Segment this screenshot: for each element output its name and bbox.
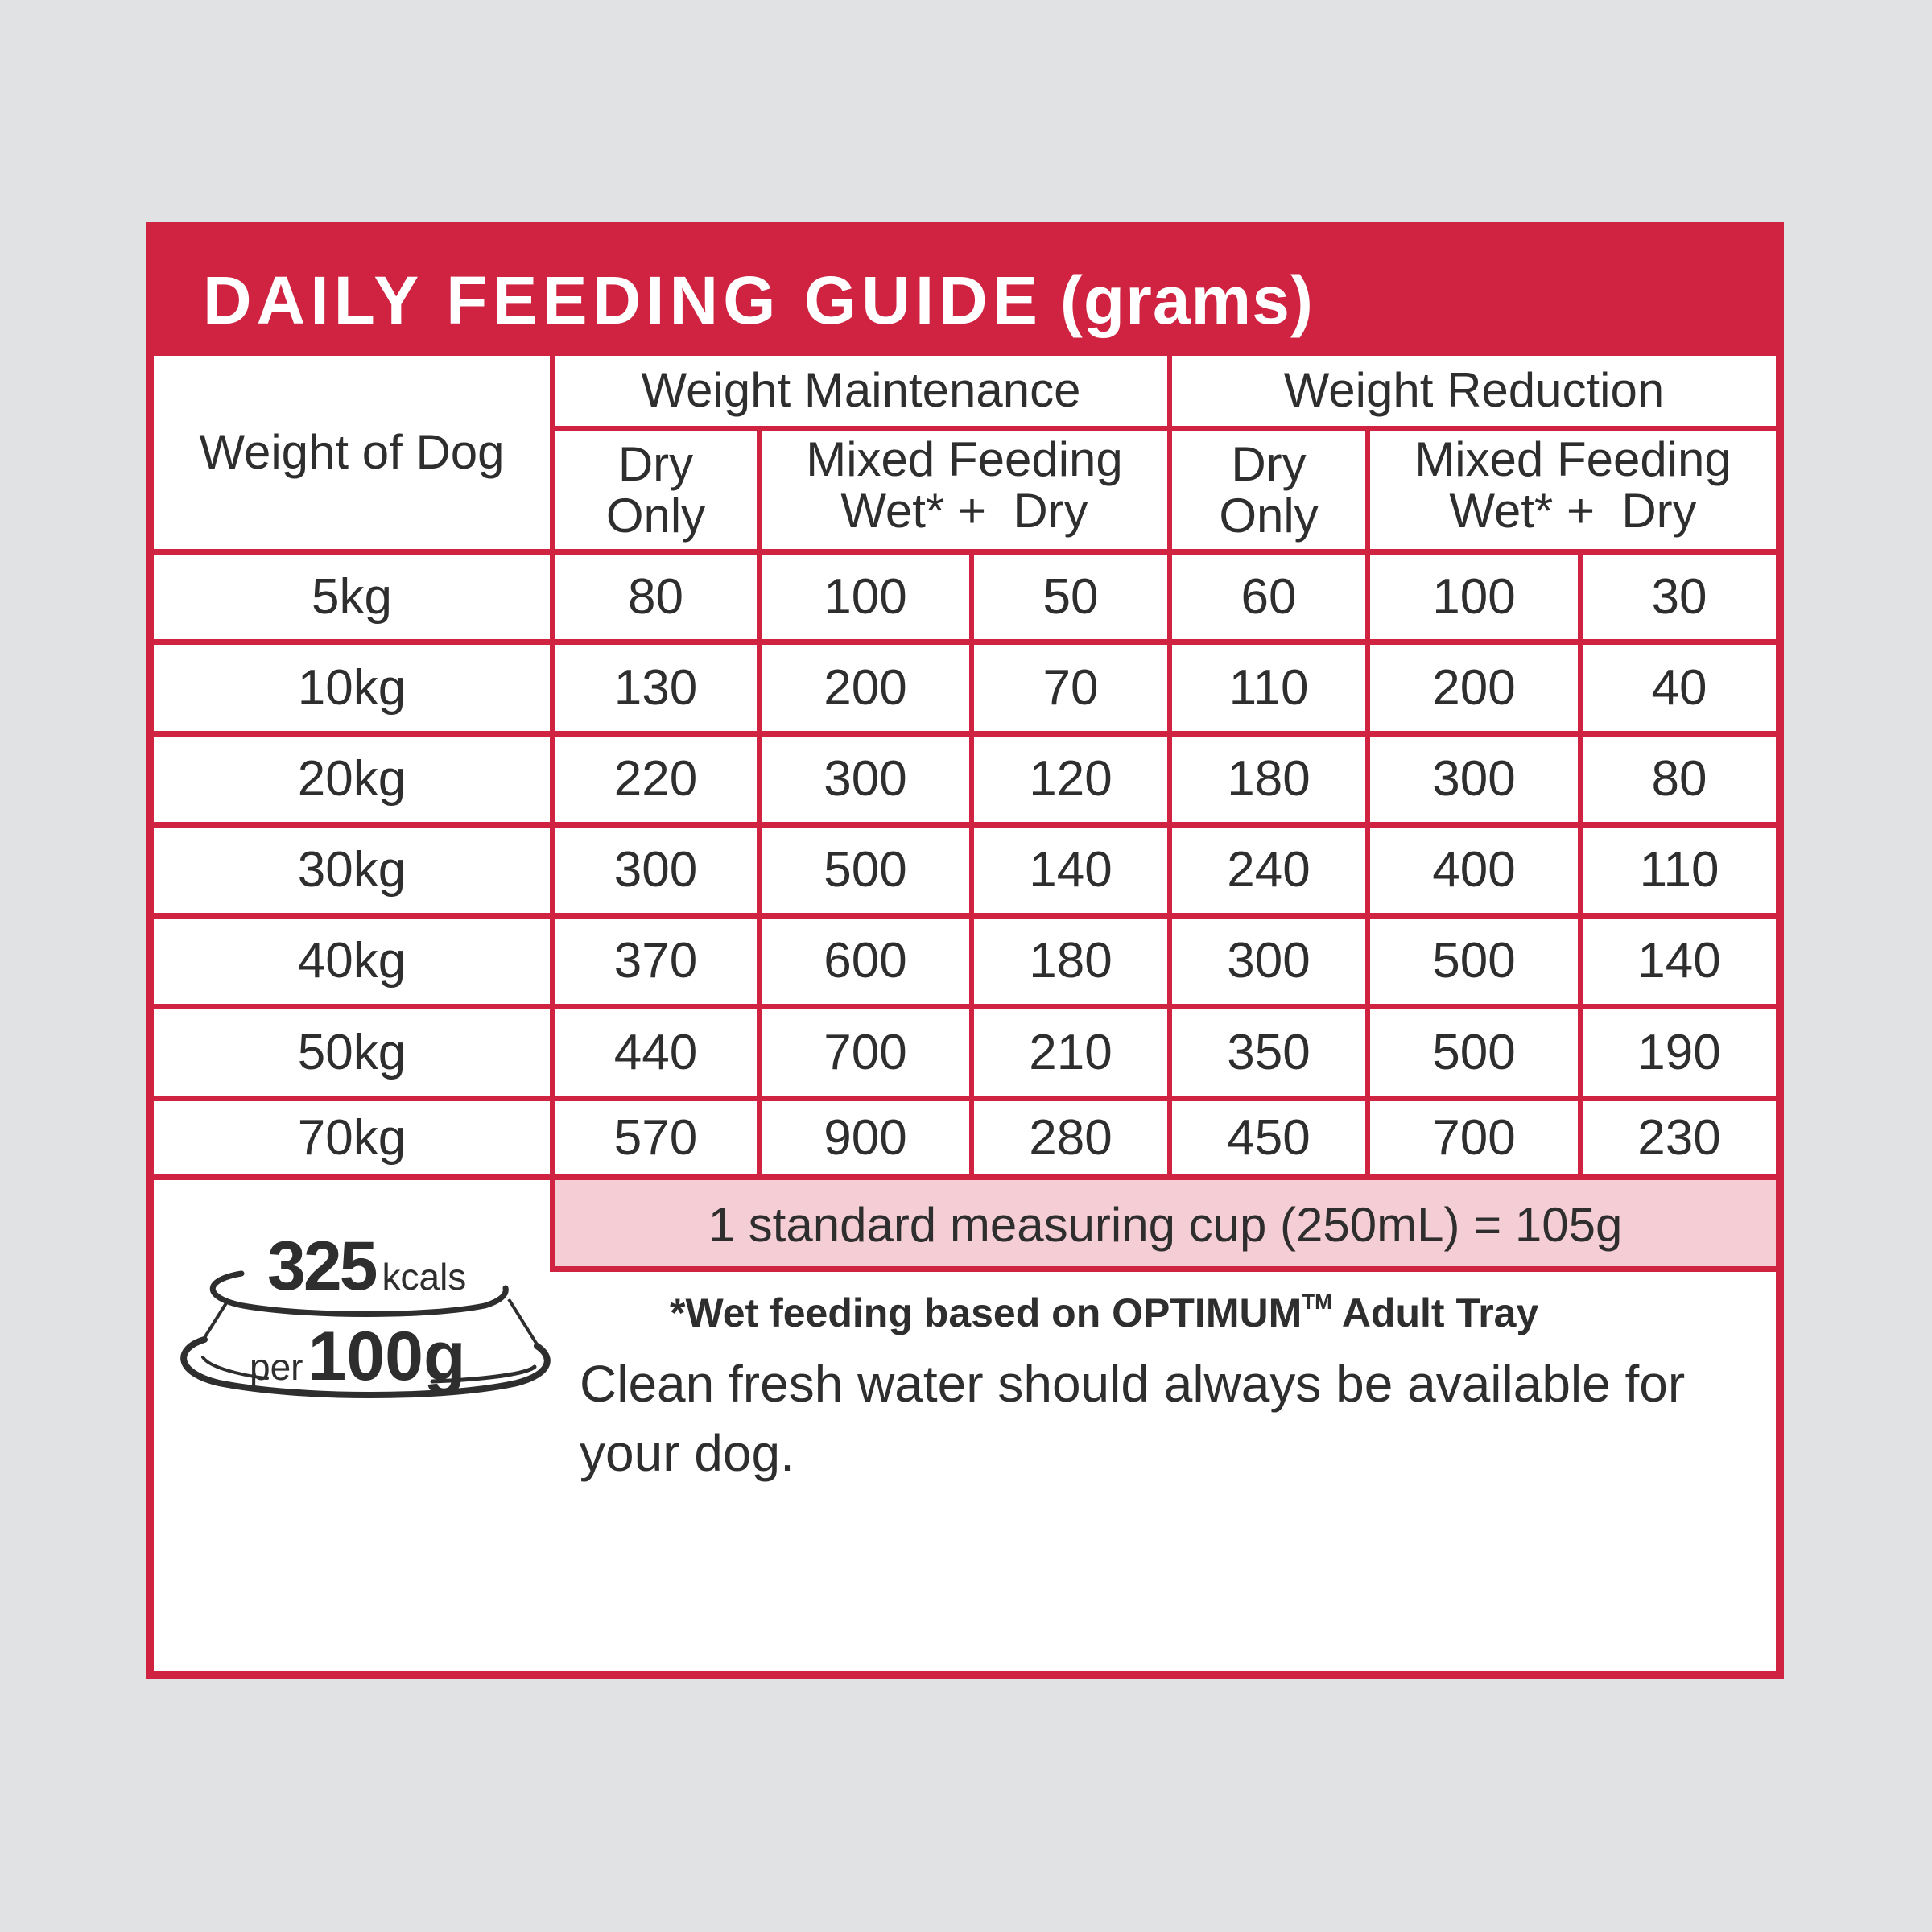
amount-cell xyxy=(1172,555,1365,639)
grid-line xyxy=(154,822,1776,828)
amount-cell xyxy=(762,1101,969,1174)
group-label: Weight Reduction xyxy=(1283,363,1665,417)
amount-cell xyxy=(1172,737,1365,822)
amount-value: 300 xyxy=(613,842,698,898)
amount-value: 700 xyxy=(1432,1109,1516,1166)
amount-cell xyxy=(1370,828,1578,913)
amount-value: 190 xyxy=(1637,1024,1721,1080)
amount-value: 140 xyxy=(1029,842,1113,898)
amount-cell xyxy=(1583,555,1776,639)
water-note: Clean fresh water should always be available for your dog. xyxy=(580,1355,1686,1482)
amount-cell xyxy=(1370,645,1578,731)
amount-cell xyxy=(555,1009,757,1096)
amount-cell xyxy=(555,1101,757,1174)
weight-value: 10kg xyxy=(297,659,407,716)
amount-cell xyxy=(1370,737,1578,822)
amount-value: 600 xyxy=(824,933,907,989)
amount-value: 110 xyxy=(1228,659,1309,716)
amount-value: 140 xyxy=(1637,933,1721,989)
subheader-maintenance-mixed xyxy=(762,427,1167,544)
amount-cell xyxy=(762,919,969,1004)
amount-cell xyxy=(1172,645,1365,731)
amount-cell xyxy=(974,1009,1167,1096)
group-label: Weight Maintenance xyxy=(641,363,1081,417)
amount-cell xyxy=(1583,645,1776,731)
amount-value: 500 xyxy=(1432,933,1516,989)
weight-cell xyxy=(154,1101,550,1174)
grid-line xyxy=(154,1096,1776,1101)
amount-cell xyxy=(1370,555,1578,639)
subheader-line: Wet* + Dry xyxy=(1449,484,1697,538)
per-label: per xyxy=(250,1346,303,1388)
subheader-line: Wet* + Dry xyxy=(840,484,1088,538)
grid-line xyxy=(154,913,1776,919)
energy-per-amount xyxy=(250,1318,466,1395)
amount-value: 100 xyxy=(1432,568,1516,625)
amount-value: 240 xyxy=(1227,842,1311,898)
per-amount: 100g xyxy=(308,1318,466,1395)
amount-cell xyxy=(974,1101,1167,1174)
weight-value: 30kg xyxy=(297,842,407,898)
amount-cell xyxy=(974,555,1167,639)
subheader-line: Mixed Feeding xyxy=(1414,432,1732,486)
subheader-maintenance-dry-only xyxy=(555,431,757,549)
weight-cell xyxy=(154,828,550,913)
amount-value: 100 xyxy=(824,568,907,625)
header-group-reduction xyxy=(1172,355,1776,426)
amount-value: 80 xyxy=(1651,751,1707,807)
amount-value: 130 xyxy=(613,659,698,716)
amount-cell xyxy=(1370,1009,1578,1096)
amount-cell xyxy=(974,919,1167,1004)
amount-value: 200 xyxy=(824,659,907,716)
amount-value: 350 xyxy=(1227,1024,1311,1080)
amount-cell xyxy=(1370,1101,1578,1174)
weight-value: 50kg xyxy=(297,1024,407,1080)
amount-value: 120 xyxy=(1029,751,1113,807)
amount-value: 70 xyxy=(1042,659,1099,716)
amount-cell xyxy=(762,645,969,731)
wet-feeding-footnote xyxy=(670,1290,1538,1336)
amount-cell xyxy=(1583,1101,1776,1174)
amount-cell xyxy=(1370,919,1578,1004)
weight-cell xyxy=(154,919,550,1004)
amount-cell xyxy=(974,737,1167,822)
amount-cell xyxy=(1172,919,1365,1004)
grid-line xyxy=(154,1004,1776,1009)
amount-cell xyxy=(1172,1009,1365,1096)
header-group-maintenance xyxy=(555,355,1167,426)
weight-cell xyxy=(154,555,550,639)
amount-value: 220 xyxy=(613,751,698,807)
amount-cell xyxy=(762,737,969,822)
amount-cell xyxy=(555,555,757,639)
amount-value: 370 xyxy=(613,933,698,989)
trademark-symbol: TM xyxy=(1302,1290,1332,1314)
amount-cell xyxy=(1172,1101,1365,1174)
subheader-line: Dry xyxy=(617,437,694,491)
grid-line xyxy=(550,1266,1776,1272)
subheader-line: Dry xyxy=(1231,437,1307,491)
amount-cell xyxy=(555,737,757,822)
amount-value: 500 xyxy=(824,842,907,898)
amount-value: 200 xyxy=(1432,659,1516,716)
kcal-unit: kcals xyxy=(382,1256,467,1298)
amount-value: 700 xyxy=(824,1024,907,1080)
measuring-cup-band xyxy=(555,1180,1776,1269)
title-unit: (grams) xyxy=(1059,262,1314,338)
subheader-line: Only xyxy=(1219,489,1319,543)
measuring-cup-text: 1 standard measuring cup (250mL) = 105g xyxy=(708,1197,1623,1252)
weight-cell xyxy=(154,737,550,822)
grid-line xyxy=(154,731,1776,737)
grid-line xyxy=(154,1174,1776,1180)
title-main: DAILY FEEDING GUIDE xyxy=(203,262,1042,338)
subheader-line: Mixed Feeding xyxy=(806,432,1123,486)
footnote-text: *Wet feeding based on OPTIMUM xyxy=(670,1290,1302,1335)
amount-value: 300 xyxy=(1227,933,1311,989)
amount-value: 570 xyxy=(613,1109,698,1166)
amount-value: 300 xyxy=(824,751,907,807)
amount-cell xyxy=(1583,737,1776,822)
amount-cell xyxy=(974,828,1167,913)
amount-cell xyxy=(1583,828,1776,913)
amount-value: 450 xyxy=(1227,1109,1311,1166)
page-title xyxy=(203,256,1314,345)
amount-value: 80 xyxy=(628,568,683,625)
grid-line xyxy=(154,639,1776,645)
weight-cell xyxy=(154,1009,550,1096)
weight-value: 70kg xyxy=(297,1109,407,1166)
grid-line xyxy=(154,549,1776,555)
amount-value: 180 xyxy=(1227,751,1311,807)
amount-value: 110 xyxy=(1639,842,1719,898)
amount-value: 230 xyxy=(1637,1109,1721,1166)
amount-cell xyxy=(1172,828,1365,913)
energy-badge xyxy=(171,1228,565,1425)
amount-cell xyxy=(1583,1009,1776,1096)
kcal-value: 325 xyxy=(267,1228,376,1305)
amount-cell xyxy=(762,1009,969,1096)
amount-value: 500 xyxy=(1432,1024,1516,1080)
amount-value: 50 xyxy=(1042,568,1099,625)
amount-cell xyxy=(555,919,757,1004)
subheader-reduction-mixed xyxy=(1370,427,1776,544)
footnote-text: Adult Tray xyxy=(1331,1290,1539,1335)
amount-value: 440 xyxy=(613,1024,698,1080)
amount-value: 400 xyxy=(1432,842,1516,898)
amount-value: 40 xyxy=(1651,659,1707,716)
amount-cell xyxy=(974,645,1167,731)
subheader-line: Only xyxy=(605,489,706,543)
weight-value: 5kg xyxy=(312,568,392,625)
amount-value: 180 xyxy=(1029,933,1113,989)
weight-cell xyxy=(154,645,550,731)
amount-cell xyxy=(555,645,757,731)
amount-cell xyxy=(555,828,757,913)
amount-value: 60 xyxy=(1241,568,1297,625)
amount-cell xyxy=(762,828,969,913)
energy-kcal xyxy=(267,1228,467,1305)
amount-value: 900 xyxy=(824,1109,907,1166)
amount-value: 30 xyxy=(1651,568,1707,625)
weight-value: 40kg xyxy=(297,933,407,989)
weight-value: 20kg xyxy=(297,751,407,807)
amount-value: 210 xyxy=(1029,1024,1113,1080)
amount-value: 280 xyxy=(1029,1109,1113,1166)
amount-cell xyxy=(762,555,969,639)
amount-value: 300 xyxy=(1432,751,1516,807)
header-weight-of-dog xyxy=(154,355,550,549)
subheader-reduction-dry-only xyxy=(1172,431,1365,549)
header-weight-of-dog-label: Weight of Dog xyxy=(199,424,505,479)
amount-cell xyxy=(1583,919,1776,1004)
